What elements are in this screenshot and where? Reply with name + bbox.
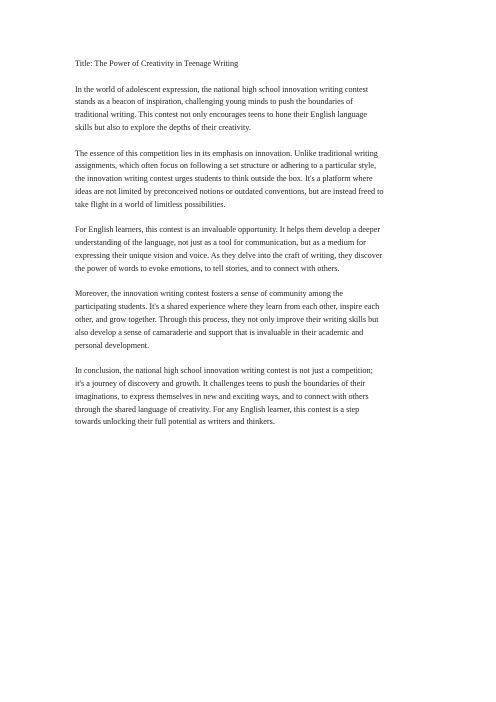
paragraph-line: personal development. bbox=[75, 340, 150, 350]
paragraph-line: participating students. It's a shared experience where they learn from each other, inspire each bbox=[75, 302, 380, 312]
paragraph-line: In the world of adolescent expression, the national high school innovation writing contest bbox=[75, 84, 369, 94]
paragraph-line: take flight in a world of limitless possibilities. bbox=[75, 199, 226, 209]
paragraph-line: skills but also to explore the depths of their creativity. bbox=[75, 122, 251, 132]
paragraph-3 bbox=[75, 224, 425, 275]
paragraph-line: stands as a beacon of inspiration, challenging young minds to push the boundaries of bbox=[75, 97, 353, 107]
paragraph-line: through the shared language of creativity. For any English learner, this contest is a step bbox=[75, 404, 360, 414]
paragraph-line: understanding of the language, not just as a tool for communication, but as a medium for bbox=[75, 238, 366, 248]
paragraph-line: assignments, which often focus on following a set structure or adhering to a particular style, bbox=[75, 161, 377, 171]
paragraph-1 bbox=[75, 84, 425, 135]
document-page bbox=[75, 58, 425, 442]
document-title: Title: The Power of Creativity in Teenage Writing bbox=[75, 59, 239, 68]
paragraph-line: traditional writing. This contest not only encourages teens to hone their English language bbox=[75, 110, 368, 120]
paragraph-line: imaginations, to express themselves in new and exciting ways, and to connect with others bbox=[75, 391, 369, 401]
paragraph-line: Moreover, the innovation writing contest fosters a sense of community among the bbox=[75, 289, 343, 299]
paragraph-line: expressing their unique vision and voice. As they delve into the craft of writing, they discover bbox=[75, 250, 383, 260]
paragraph-line: also develop a sense of camaraderie and support that is invaluable in their academic and bbox=[75, 327, 364, 337]
document-body bbox=[75, 84, 425, 430]
paragraph-line: The essence of this competition lies in its emphasis on innovation. Unlike traditional writing bbox=[75, 148, 378, 158]
paragraph-line: ideas are not limited by preconceived notions or outdated conventions, but are instead freed to bbox=[75, 186, 384, 196]
paragraph-5 bbox=[75, 365, 425, 429]
paragraph-line: other, and grow together. Through this process, they not only improve their writing skills but bbox=[75, 314, 379, 324]
paragraph-line: it's a journey of discovery and growth. It challenges teens to push the boundaries of their bbox=[75, 378, 366, 388]
paragraph-line: the power of words to evoke emotions, to tell stories, and to connect with others. bbox=[75, 263, 340, 273]
paragraph-2 bbox=[75, 148, 425, 212]
paragraph-line: the innovation writing contest urges students to think outside the box. It's a platform where bbox=[75, 174, 373, 184]
paragraph-line: towards unlocking their full potential as writers and thinkers. bbox=[75, 417, 275, 427]
paragraph-4 bbox=[75, 288, 425, 352]
paragraph-line: In conclusion, the national high school innovation writing contest is not just a competition; bbox=[75, 366, 373, 376]
paragraph-line: For English learners, this contest is an invaluable opportunity. It helps them develop a deeper bbox=[75, 225, 381, 235]
